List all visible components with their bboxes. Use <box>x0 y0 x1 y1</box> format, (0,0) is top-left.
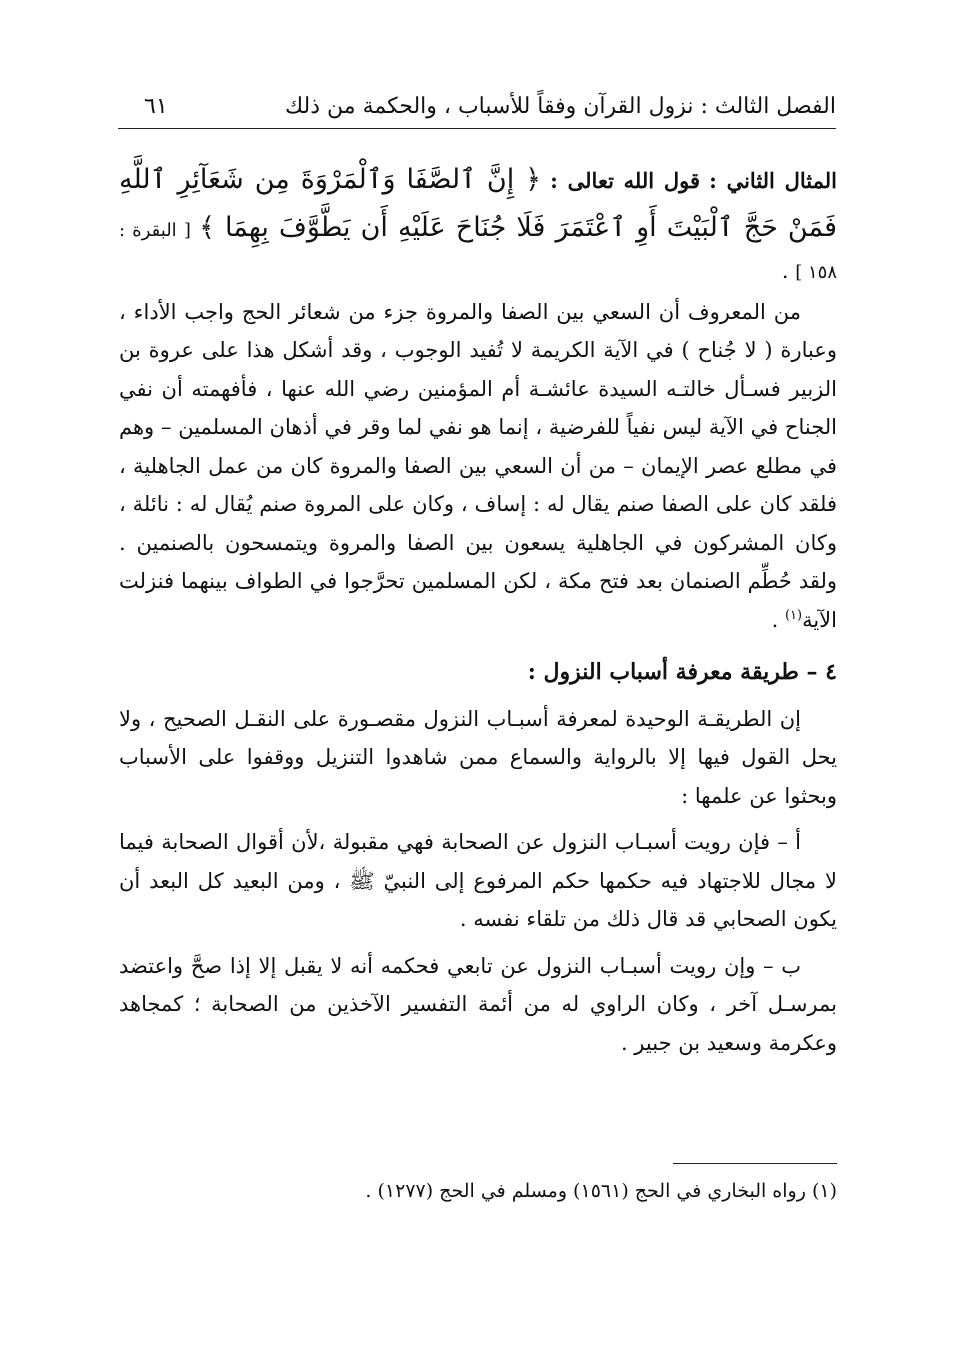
body-paragraph-3: أ – فإن رويت أسبـاب النزول عن الصحابة فهي مقبولة ،لأن أقوال الصحابة فيما لا مجال للاجتهاد فيه حكمها حكم المرفوع إلى النبيّ ﷺ ، ومن البعيد كل البعد أن يكون الصحابي قد قال ذلك من تلقاء نفسه . <box>119 830 837 931</box>
footnote-reference: (١) <box>784 607 803 623</box>
chapter-title: الفصل الثالث : نزول القرآن وفقاً للأسباب ، والحكمة من ذلك <box>285 94 836 119</box>
example-intro: قول الله تعالى : <box>550 168 700 193</box>
running-header <box>118 92 836 129</box>
body-paragraph-4: ب – وإن رويت أسبـاب النزول عن تابعي فحكمه أنه لا يقبل إلا إذا صحَّ واعتضد بمرسـل آخر ، وكان الراوي له من أئمة التفسير الآخذين من الصحابة ؛ كمجاهد وعكرمة وسعيد بن جبير . <box>119 953 837 1055</box>
footnote-divider <box>673 1163 837 1164</box>
section-heading: ٤ – طريقة معرفة أسباب النزول : <box>527 659 837 685</box>
page-number: ٦١ <box>144 94 168 119</box>
footnote-marker: (١) <box>811 1180 837 1202</box>
paragraph-end: . <box>771 607 785 632</box>
paragraph-text: من المعروف أن السعي بين الصفا والمروة جزء من شعائر الحج واجب الأداء ، وعبارة ( لا جُناح ) في الآية الكريمة لا تُفيد الوجوب ، وقد أشكل هذا على عروة بن الزبير فسـأل خالتـه السيدة عائشـة أم المؤمنين رضي الله عنها ، فأفهمته أن نفي الجناح في الآية ليس نفياً للفرضية ، إنما هو نفي لما وقر في أذهان المسلمين – وهم في مطلع عصر الإيمان – من أن السعي بين الصفا والمروة كان من عمل الجاهلية ، فلقد كان على الصفا صنم يقال له : إساف ، وكان على المروة صنم يُقال له : نائلة ، وكان المشركون في الجاهلية يسعون بين الصفا والمروة ويتمسحون بالصنمين . ولقد حُطِّم الصنمان بعد فتح مكة ، لكن المسلمين تحرَّجوا في الطواف بينهما فنزلت الآية <box>119 299 837 632</box>
example-label: المثال الثاني : <box>709 168 837 193</box>
quran-verse: ﴿ إِنَّ ٱلصَّفَا وَٱلْمَرْوَةَ مِن شَعَآئِرِ ٱللَّهِ فَمَنْ حَجَّ ٱلْبَيْتَ أَوِ ٱعْتَمَرَ فَلَا جُنَاحَ عَلَيْهِ أَن يَطَّوَّفَ بِهِمَا ﴾ <box>119 164 837 243</box>
verse-reference: [ البقرة : ١٥٨ ] <box>119 220 837 283</box>
body-paragraph-2: إن الطريقـة الوحيدة لمعرفة أسبـاب النزول مقصـورة على النقـل الصحيح ، ولا يحل القول فيها إلا بالرواية والسماع ممن شاهدوا التنزيل ووقفوا على الأسباب وبحثوا عن علمها : <box>119 706 837 808</box>
example-end: . <box>781 259 789 283</box>
footnote-text: رواه البخاري في الحج (١٥٦١) ومسلم في الحج (١٢٧٧) . <box>365 1180 806 1202</box>
page-body <box>119 156 837 1062</box>
example-paragraph <box>119 156 837 293</box>
body-paragraph-1 <box>119 293 837 640</box>
footnote <box>119 1176 837 1206</box>
